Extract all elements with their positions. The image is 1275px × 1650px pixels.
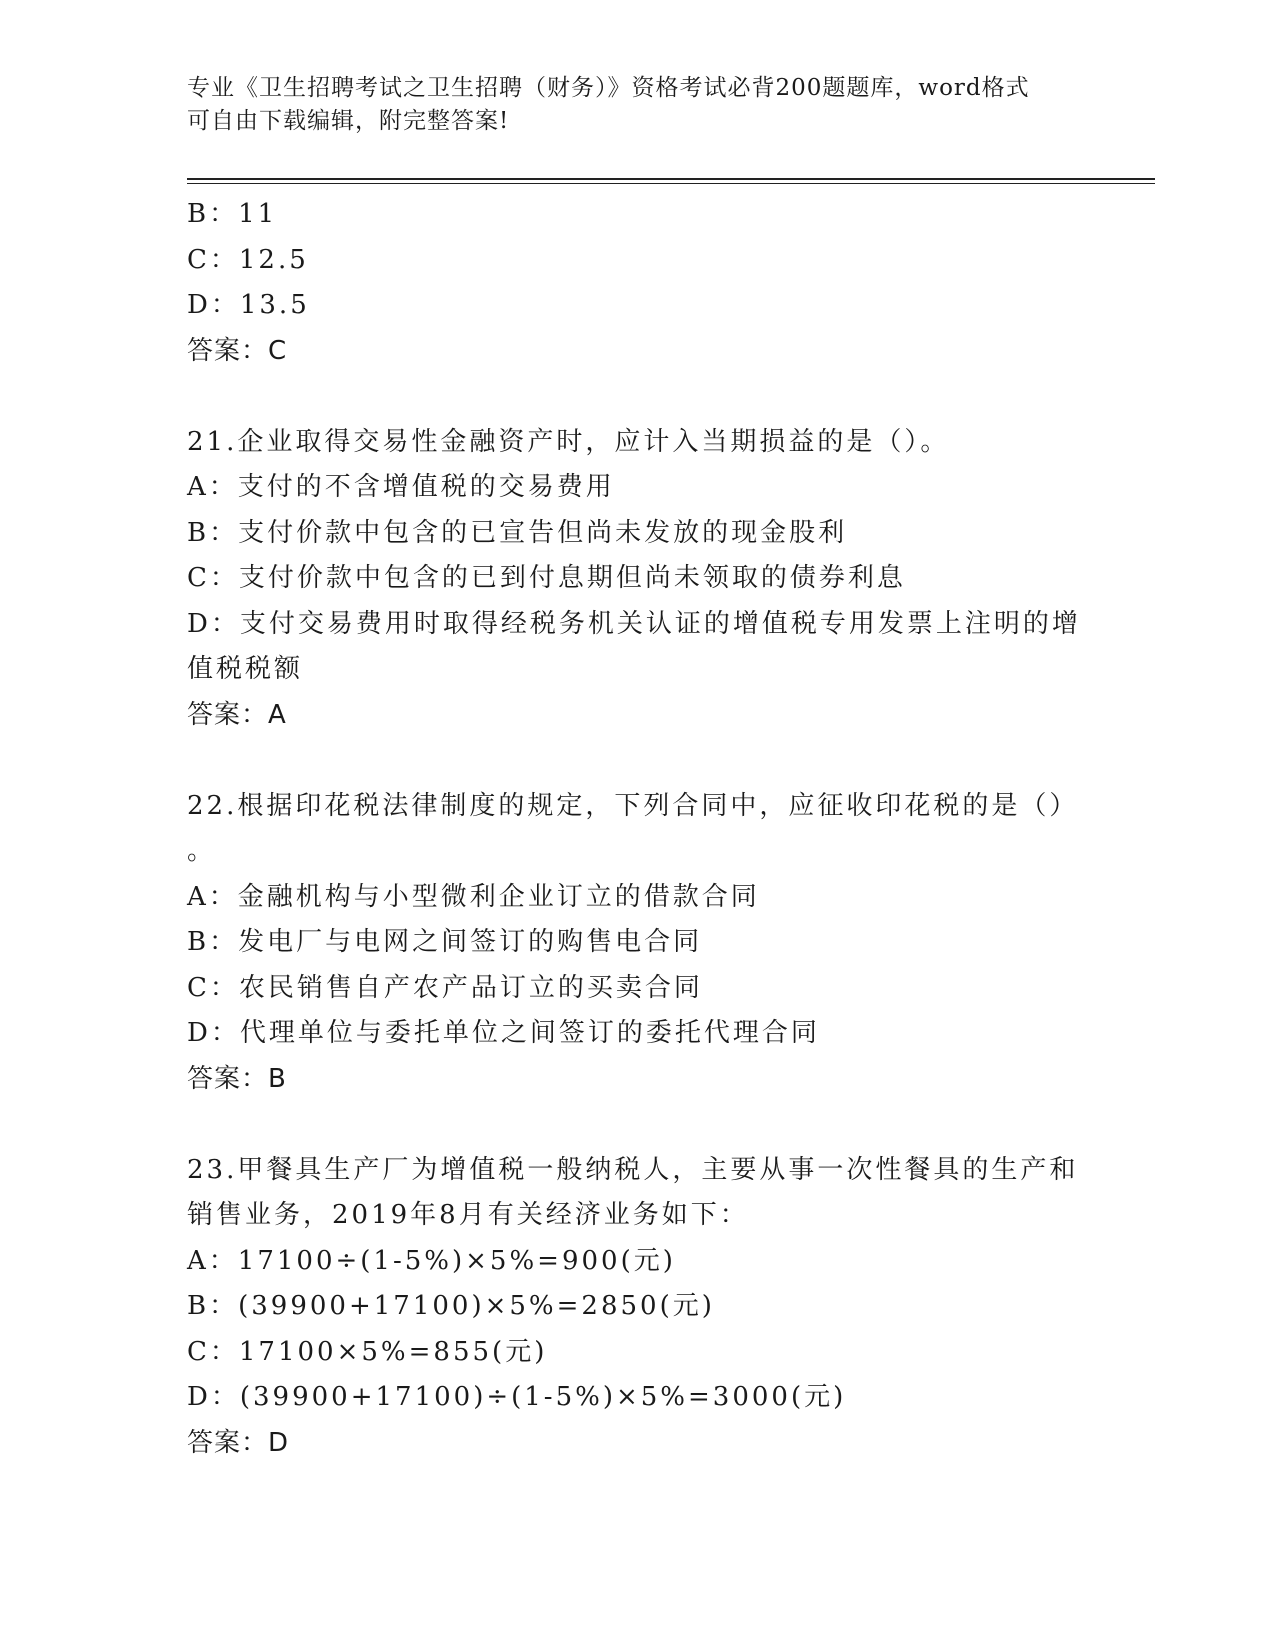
option-b: B：发电厂与电网之间签订的购售电合同 <box>187 927 703 957</box>
header-divider-thin <box>187 183 1155 184</box>
option-a: A：支付的不含增值税的交易费用 <box>187 472 615 502</box>
question-list <box>187 192 1087 1466</box>
option-b: B：支付价款中包含的已宣告但尚未发放的现金股利 <box>187 517 848 548</box>
option-b: B：11 <box>187 199 278 229</box>
option-d: D：(39900+17100)÷(1-5%)×5%=3000(元) <box>187 1382 847 1412</box>
option-a: A：金融机构与小型微利企业订立的借款合同 <box>187 881 760 912</box>
answer-line: 答案：C <box>187 335 288 366</box>
question-stem: 21.企业取得交易性金融资产时，应计入当期损益的是（）。 <box>187 426 950 457</box>
question-20-continued <box>187 192 1087 374</box>
option-d: D：13.5 <box>187 290 310 320</box>
option-c: C：农民销售自产农产品订立的买卖合同 <box>187 972 703 1003</box>
question-stem-continued: 销售业务，2019年8月有关经济业务如下： <box>187 1200 749 1230</box>
option-d-continued: 值税税额 <box>187 654 304 684</box>
question-22 <box>187 784 1087 1103</box>
header-title-line2: 可自由下载编辑，附完整答案! <box>187 108 510 134</box>
header-divider-thick <box>187 178 1155 180</box>
option-d: D：代理单位与委托单位之间签订的委托代理合同 <box>187 1018 820 1048</box>
document-header <box>187 72 1067 138</box>
option-d: D：支付交易费用时取得经税务机关认证的增值税专用发票上注明的增 <box>187 608 1081 639</box>
question-stem: 23.甲餐具生产厂为增值税一般纳税人，主要从事一次性餐具的生产和 <box>187 1154 1079 1185</box>
answer-line: 答案：B <box>187 1063 287 1094</box>
option-b: B：(39900+17100)×5%=2850(元) <box>187 1291 715 1321</box>
option-c: C：12.5 <box>187 244 309 275</box>
question-21 <box>187 420 1087 739</box>
option-a: A：17100÷(1-5%)×5%=900(元) <box>187 1245 676 1276</box>
option-c: C：支付价款中包含的已到付息期但尚未领取的债券利息 <box>187 563 906 593</box>
question-stem: 22.根据印花税法律制度的规定，下列合同中，应征收印花税的是（） <box>187 790 1079 821</box>
answer-line: 答案：D <box>187 1427 290 1458</box>
question-stem-continued: 。 <box>187 836 217 866</box>
question-23 <box>187 1148 1087 1467</box>
header-title-line1: 专业《卫生招聘考试之卫生招聘（财务）》资格考试必背200题题库，word格式 <box>187 75 1030 101</box>
option-c: C：17100×5%=855(元) <box>187 1336 548 1367</box>
answer-line: 答案：A <box>187 699 287 730</box>
